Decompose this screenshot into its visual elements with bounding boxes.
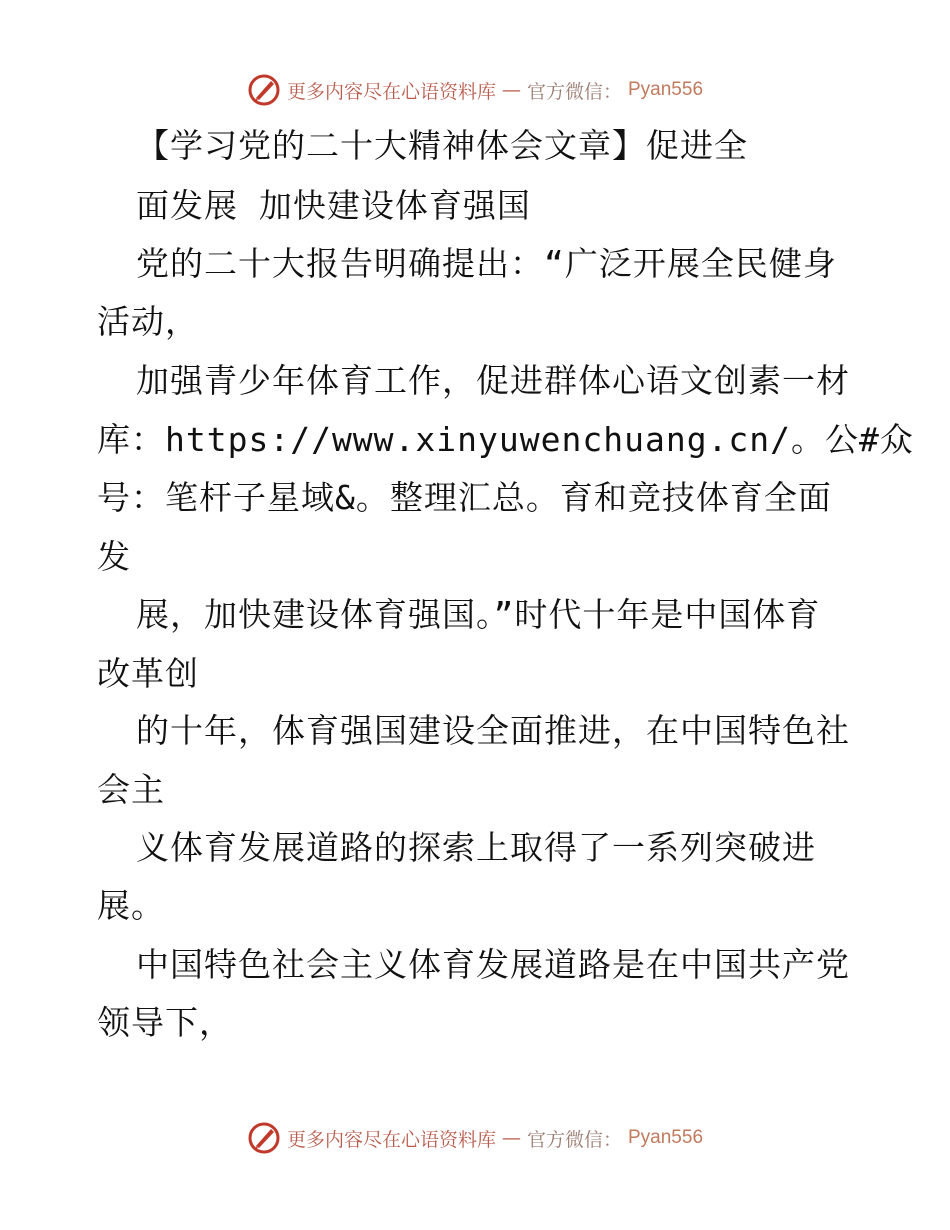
body-line: 号：笔杆子星域&。整理汇总。育和竞技体育全面 [97, 478, 832, 517]
footer-separator: — [501, 1127, 521, 1149]
body-line: 的十年，体育强国建设全面推进，在中国特色社 [136, 711, 850, 750]
body-line: 义体育发展道路的探索上取得了一系列突破进 [136, 828, 816, 867]
doc-title-line-2: 面发展 加快建设体育强国 [136, 186, 531, 225]
header-separator: — [501, 79, 521, 101]
header-banner [0, 70, 950, 110]
body-line: 改革创 [97, 654, 199, 693]
body-line: 中国特色社会主义体育发展道路是在中国共产党 [136, 945, 850, 984]
footer-wechat-id: Pyan556 [628, 1127, 704, 1148]
body-line: 会主 [97, 770, 165, 809]
body-line: 党的二十大报告明确提出：“广泛开展全民健身 [136, 244, 837, 283]
header-wechat-id: Pyan556 [628, 79, 704, 100]
footer-site-text: 更多内容尽在心语资料库 [286, 1128, 496, 1151]
body-line: 展。 [97, 886, 165, 925]
body-line: 活动， [97, 302, 199, 341]
body-line: 展，加快建设体育强国。”时代十年是中国体育 [136, 595, 821, 634]
quill-seal-icon [247, 1121, 281, 1155]
body-line: 加强青少年体育工作，促进群体心语文创素一材 [136, 361, 850, 400]
body-line: 发 [97, 537, 131, 576]
body-line: 领导下， [97, 1003, 233, 1042]
doc-title-line-1: 【学习党的二十大精神体会文章】促进全 [136, 126, 748, 165]
body-line: 库：https://www.xinyuwenchuang.cn/。公#众 [97, 420, 914, 459]
quill-seal-icon [247, 73, 281, 107]
footer-banner [0, 1118, 950, 1158]
header-site-text: 更多内容尽在心语资料库 [286, 80, 496, 103]
footer-wechat-label: 官方微信： [526, 1128, 622, 1151]
header-wechat-label: 官方微信： [526, 80, 622, 103]
